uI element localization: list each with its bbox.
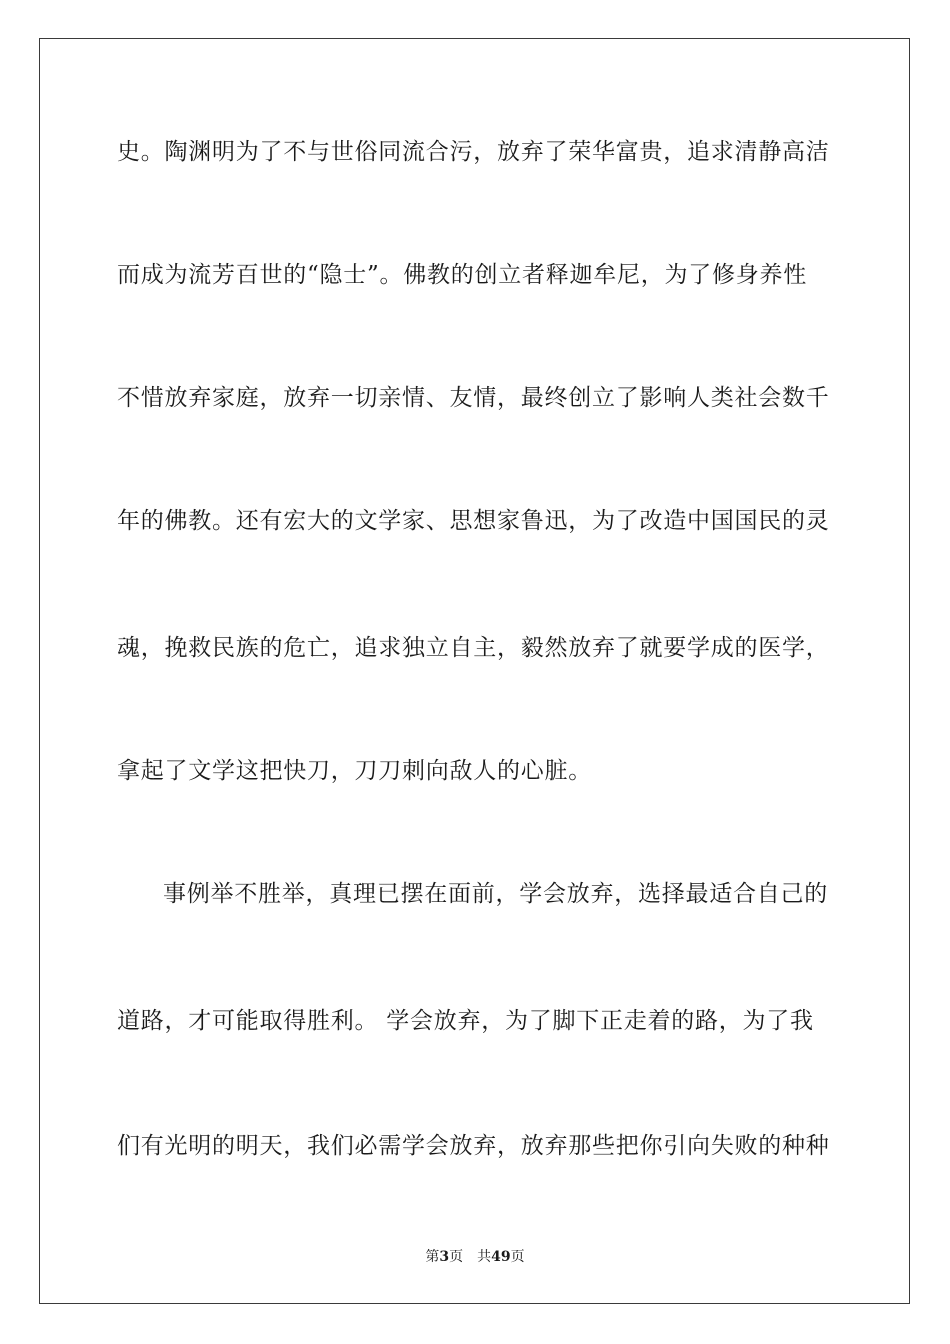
page-border bbox=[39, 38, 910, 1304]
text-line: 年的佛教。还有宏大的文学家、思想家鲁迅，为了改造中国国民的灵 bbox=[117, 508, 830, 534]
total-pages: 49 bbox=[491, 1249, 511, 1265]
text-line: 不惜放弃家庭，放弃一切亲情、友情，最终创立了影响人类社会数千 bbox=[117, 385, 830, 411]
total-prefix: 共 bbox=[477, 1249, 492, 1265]
total-suffix: 页 bbox=[510, 1249, 525, 1265]
page-prefix: 第 bbox=[425, 1249, 440, 1265]
page-number: 3 bbox=[439, 1249, 450, 1265]
text-line: 们有光明的明天，我们必需学会放弃，放弃那些把你引向失败的种种 bbox=[117, 1133, 830, 1159]
text-line: 而成为流芳百世的“隐士”。佛教的创立者释迦牟尼，为了修身养性 bbox=[117, 262, 808, 288]
page-suffix: 页 bbox=[449, 1249, 464, 1265]
text-line: 史。陶渊明为了不与世俗同流合污，放弃了荣华富贵，追求清静高洁 bbox=[117, 139, 830, 165]
text-line: 魂，挽救民族的危亡，追求独立自主，毅然放弃了就要学成的医学， bbox=[117, 635, 830, 661]
paragraph-first-line: 事例举不胜举，真理已摆在面前，学会放弃，选择最适合自己的 bbox=[163, 881, 828, 907]
page-footer bbox=[0, 1248, 950, 1266]
text-line: 拿起了文学这把快刀，刀刀刺向敌人的心脏。 bbox=[117, 758, 592, 784]
text-line: 道路，才可能取得胜利。 学会放弃，为了脚下正走着的路，为了我 bbox=[117, 1008, 814, 1034]
